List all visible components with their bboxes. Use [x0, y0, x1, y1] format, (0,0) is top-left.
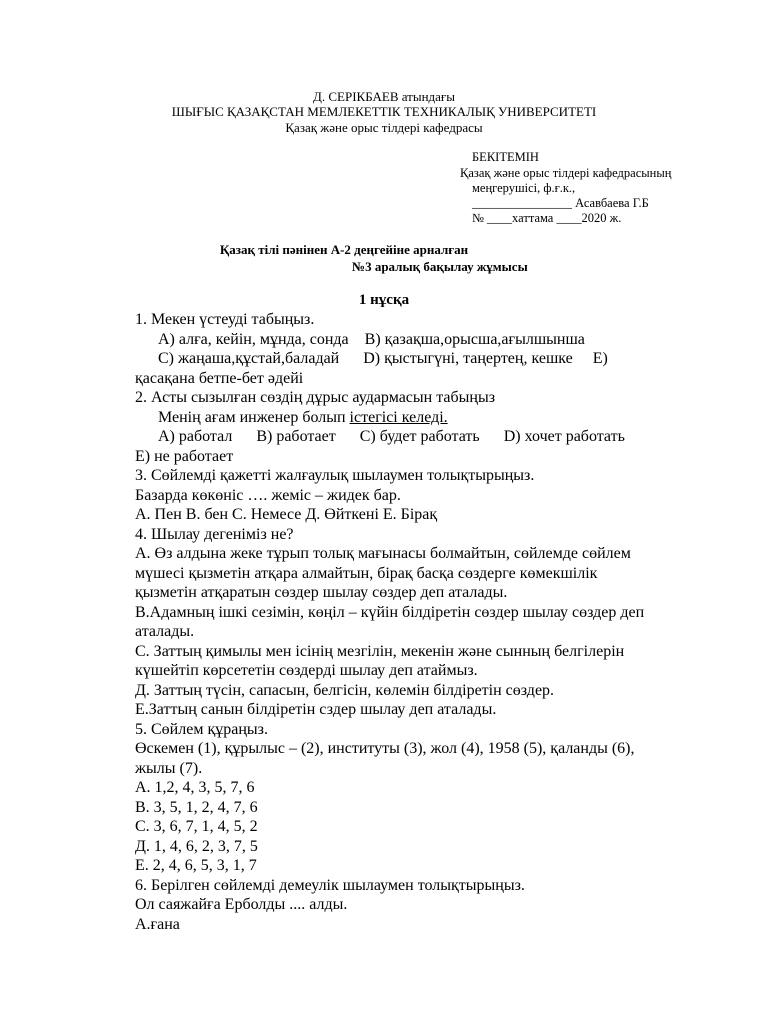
q2-sentence: [135, 408, 735, 428]
university-named-after: Д. СЕРІКБАЕВ атындағы: [312, 89, 455, 104]
q1-options-cde: [135, 349, 735, 369]
q6-sentence: Ол саяжайға Ерболды .... алды.: [135, 896, 348, 913]
q4-option-c-line2: күшейтіп көрсететін сөздерді шылау деп атаймыз.: [135, 662, 478, 679]
q5-words-line1: Өскемен (1), құрылыс – (2), институты (3), жол (4), 1958 (5), қаланды (6),: [135, 740, 635, 757]
q1-option-e-label: E): [592, 350, 608, 367]
doc-subject-title: Қазақ тілі пәнінен А-2 деңгейіне арналған: [219, 242, 469, 257]
approval-position: меңгерушісі, ф.ғ.к.,: [472, 181, 576, 195]
q1-text: 1. Мекен үстеуді табыңыз.: [135, 311, 315, 328]
department-name: Қазақ және орыс тілдері кафедрасы: [285, 120, 483, 135]
q2-options: [135, 427, 735, 447]
q1-option-d: D) қыстыгүні, таңертең, кешке: [363, 350, 573, 367]
q4-option-b-line1: В.Адамның ішкі сезімін, көңіл – күйін білдіретін сөздер шылау сөздер деп: [135, 603, 645, 621]
q1-option-e-text: қасақана бетпе-бет әдейі: [135, 369, 304, 387]
q5-option-b: В. 3, 5, 1, 2, 4, 7, 6: [135, 798, 258, 816]
q2-option-a: А) работал: [158, 428, 233, 445]
q4-option-c-line1: С. Заттың қимылы мен ісінің мезгілін, мекенін және сынның белгілерін: [135, 642, 625, 660]
doc-work-title: №3 аралық бақылау жұмысы: [352, 259, 528, 274]
q3-text: 3. Сөйлемді қажетті жалғаулық шылаумен толықтырыңыз.: [135, 467, 535, 484]
q1-option-b: В) қазақша,орысша,ағылшынша: [364, 330, 585, 348]
q1-options-ab: [135, 330, 735, 350]
q2-option-d: D) хочет работать: [503, 428, 625, 445]
q4-option-a-line3: қызметін атқаратын сөздер шылау сөздер деп аталады.: [135, 584, 508, 601]
university-name: ШЫҒЫС ҚАЗАҚСТАН МЕМЛЕКЕТТІК ТЕХНИКАЛЫҚ УНИВЕРСИТЕТІ: [171, 104, 597, 119]
q2-underlined-phrase: істегісі келеді.: [349, 408, 448, 426]
approval-title: БЕКІТЕМІН: [472, 150, 539, 164]
q4-option-b-line2: аталады.: [135, 623, 195, 640]
q4-option-a-line1: А. Өз алдына жеке тұрып толық мағынасы болмайтын, сөйлемде сөйлем: [135, 545, 631, 562]
q2-text: 2. Асты сызылған сөздің дұрыс аудармасын табыңыз: [135, 389, 496, 406]
q3-sentence: Базарда көкөніс …. жеміс – жидек бар.: [135, 486, 401, 504]
q5-option-d: Д. 1, 4, 6, 2, 3, 7, 5: [135, 837, 258, 855]
q3-options: А. Пен В. бен С. Немесе Д. Өйткені Е. Бірақ: [135, 506, 438, 523]
q4-option-a-line2: мүшесі қызметін атқара алмайтын, бірақ басқа сөздерге көмекшілік: [135, 564, 598, 582]
q5-text: 5. Сөйлем құраңыз.: [135, 720, 268, 738]
q2-sentence-start: Менің ағам инженер болып: [158, 408, 350, 426]
q5-option-e: Е. 2, 4, 6, 5, 3, 1, 7: [135, 857, 257, 874]
q6-option-a: А.ғана: [135, 915, 180, 933]
q5-option-a: А. 1,2, 4, 3, 5, 7, 6: [135, 779, 255, 796]
approval-signature: ________________ Асавбаева Г.Б: [472, 196, 649, 210]
q5-words-line2: жылы (7).: [135, 759, 203, 777]
q5-option-c: С. 3, 6, 7, 1, 4, 5, 2: [135, 818, 258, 835]
q2-option-b: В) работает: [256, 428, 336, 445]
test-body: [135, 310, 735, 934]
variant-title: 1 нұсқа: [358, 292, 410, 308]
q2-option-e: Е) не работает: [135, 447, 234, 465]
approval-department: Қазақ және орыс тілдері кафедрасының: [460, 166, 672, 180]
q4-text: 4. Шылау дегеніміз не?: [135, 525, 294, 543]
q4-option-e: Е.Заттың санын білдіретін сздер шылау деп аталады.: [135, 701, 497, 718]
q2-option-c: С) будет работать: [359, 428, 480, 445]
q1-option-c: С) жаңаша,құстай,баладай: [158, 350, 340, 367]
q4-option-d: Д. Заттың түсін, сапасын, белгісін, көлемін білдіретін сөздер.: [135, 681, 555, 699]
q6-text: 6. Берілген сөйлемді демеулік шылаумен толықтырыңыз.: [135, 876, 525, 894]
approval-protocol: № ____хаттама ____2020 ж.: [472, 211, 622, 225]
q1-option-a: А) алға, кейін, мұнда, сонда: [158, 330, 349, 348]
